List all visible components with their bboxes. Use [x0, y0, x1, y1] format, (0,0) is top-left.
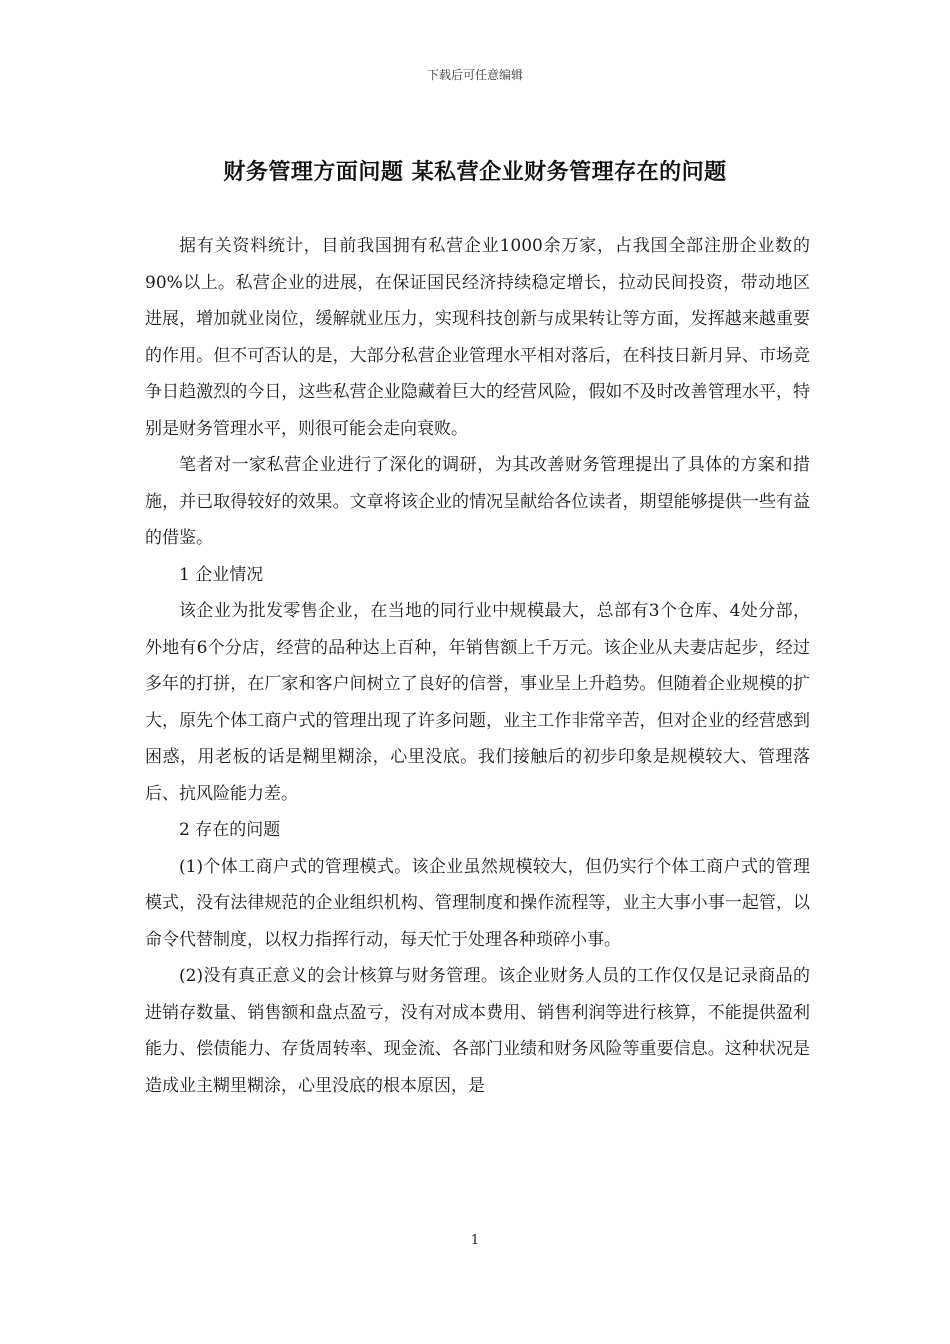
document-title: 财务管理方面问题 某私营企业财务管理存在的问题: [223, 159, 727, 185]
page-number: 1: [470, 1233, 480, 1248]
paragraph-intro: 据有关资料统计，目前我国拥有私营企业1000余万家，占我国全部注册企业数的90%以上。私营企业的进展，在保证国民经济持续稳定增长，拉动民间投资，带动地区进展，增加就业岗位，缓解就业压力，实现科技创新与成果转让等方面，发挥越来越重要的作用。但不可否认的是，大部分私营企业管理水平相对落后，在科技日新月异、市场竞争日趋激烈的今日，这些私营企业隐藏着巨大的经营风险，假如不及时改善管理水平，特别是财务管理水平，则很可能会走向衰败。: [145, 236, 810, 439]
section-heading-problems: 2 存在的问题: [179, 820, 281, 840]
section-heading-company: 1 企业情况: [179, 564, 264, 585]
paragraph-problem-2: (2)没有真正意义的会计核算与财务管理。该企业财务人员的工作仅仅是记录商品的进销存数量、销售额和盘点盈亏，没有对成本费用、销售利润等进行核算，不能提供盈利能力、偿债能力、存货周转率、现金流、各部门业绩和财务风险等重要信息。这种状况是造成业主糊里糊涂，心里没底的根本原因，是: [145, 966, 810, 1096]
paragraph-company: 该企业为批发零售企业，在当地的同行业中规模最大，总部有3个仓库、4处分部，外地有6个分店，经营的品种达上百种，年销售额上千万元。该企业从夫妻店起步，经过多年的打拼，在厂家和客户间树立了良好的信誉，事业呈上升趋势。但随着企业规模的扩大，原先个体工商户式的管理出现了许多问题，业主工作非常辛苦，但对企业的经营感到困惑，用老板的话是糊里糊涂，心里没底。我们接触后的初步印象是规模较大、管理落后、抗风险能力差。: [145, 601, 810, 804]
paragraph-problem-1: (1)个体工商户式的管理模式。该企业虽然规模较大，但仍实行个体工商户式的管理模式，没有法律规范的企业组织机构、管理制度和操作流程等，业主大事小事一起管，以命令代替制度，以权力指挥行动，每天忙于处理各种琐碎小事。: [145, 856, 810, 950]
document-body: [145, 228, 810, 1104]
header-note: 下载后可任意编辑: [426, 68, 523, 82]
paragraph-research: 笔者对一家私营企业进行了深化的调研，为其改善财务管理提出了具体的方案和措施，并已取得较好的效果。文章将该企业的情况呈献给各位读者，期望能够提供一些有益的借鉴。: [145, 455, 810, 548]
